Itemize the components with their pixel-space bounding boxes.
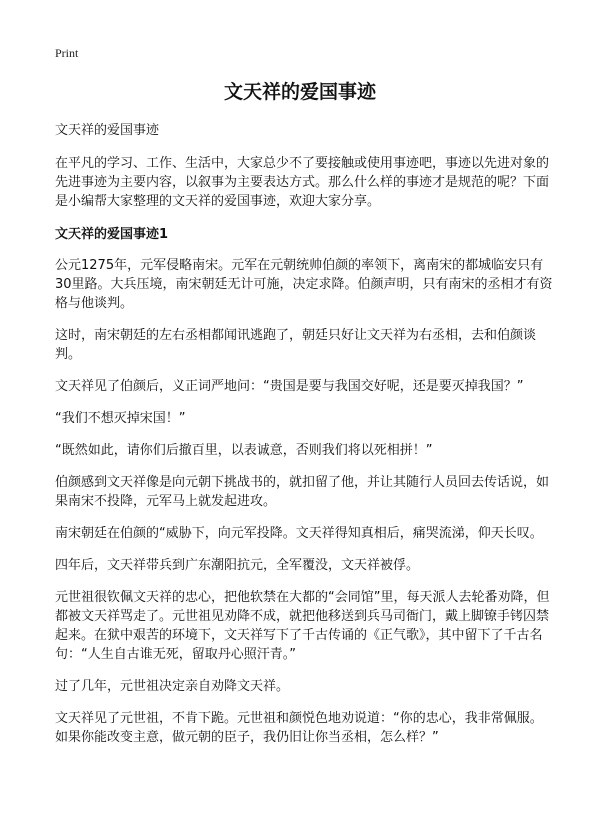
paragraph: 伯颜感到文天祥像是向元朝下挑战书的，就扣留了他，并让其随行人员回去传话说，如果南宋不投降，元军马上就发起进攻。	[55, 475, 550, 509]
paragraph: 文天祥见了伯颜后，义正词严地问：“贵国是要与我国交好呢，还是要灭掉我国？”	[55, 379, 524, 394]
section-heading: 文天祥的爱国事迹1	[55, 227, 169, 242]
print-link[interactable]: Print	[55, 46, 79, 60]
intro-paragraph: 在平凡的学习、工作、生活中，大家总少不了要接触或使用事迹吧，事迹以先进对象的先进事迹为主要内容，以叙事为主要表达方式。那么什么样的事迹才是规范的呢？下面是小编帮大家整理的文天祥的爱国事迹，欢迎大家分享。	[55, 156, 550, 209]
paragraph: “我们不想灭掉宋国！”	[55, 411, 186, 426]
paragraph: 四年后，文天祥带兵到广东潮阳抗元，全军覆没，文天祥被俘。	[55, 558, 420, 573]
article-body	[55, 121, 555, 760]
paragraph: 这时，南宋朝廷的左右丞相都闻讯逃跑了，朝廷只好让文天祥为右丞相，去和伯颜谈判。	[55, 328, 537, 362]
article-subtitle: 文天祥的爱国事迹	[55, 123, 160, 138]
paragraph: 元世祖很钦佩文天祥的忠心，把他软禁在大都的“会同馆”里，每天派人去轮番劝降，但都被文天祥骂走了。元世祖见劝降不成，就把他移送到兵马司衙门，戴上脚镣手铐囚禁起来。在狱中艰苦的环境下，文天祥写下了千古传诵的《正气歌》，其中留下了千古名句：“人生自古谁无死，留取丹心照汗青。”	[55, 590, 550, 662]
page-title: 文天祥的爱国事迹	[223, 81, 376, 103]
paragraph: “既然如此，请你们后撤百里，以表诚意，否则我们将以死相拼！”	[55, 443, 433, 458]
paragraph: 南宋朝廷在伯颜的“威胁下，向元军投降。文天祥得知真相后，痛哭流涕，仰天长叹。	[55, 526, 543, 541]
paragraph: 过了几年，元世祖决定亲自劝降文天祥。	[55, 679, 290, 694]
paragraph: 文天祥见了元世祖，不肯下跪。元世祖和颜悦色地劝说道：“你的忠心，我非常佩服。如果你能改变主意，做元朝的臣子，我仍旧让你当丞相，怎么样？”	[55, 711, 543, 745]
paragraph: 公元1275年，元军侵略南宋。元军在元朝统帅伯颜的率领下，离南宋的都城临安只有30里路。大兵压境，南宋朝廷无计可施，决定求降。伯颜声明，只有南宋的丞相才有资格与他谈判。	[55, 258, 553, 311]
